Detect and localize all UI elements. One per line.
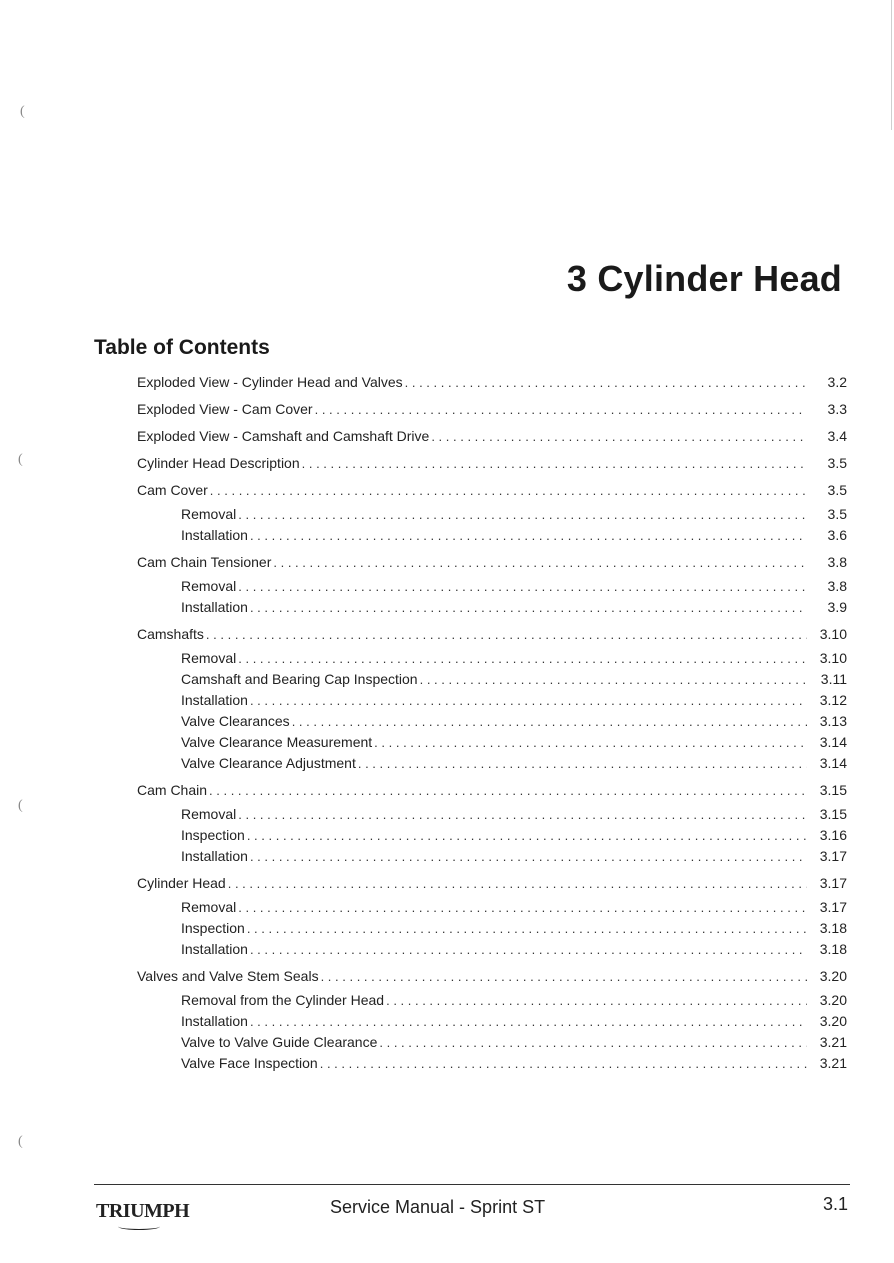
toc-subentry[interactable]: [181, 826, 847, 845]
toc-entry-label: Installation: [181, 1013, 248, 1029]
toc-entry-label: Inspection: [181, 827, 245, 843]
toc-subentry[interactable]: [181, 991, 847, 1010]
toc-heading: Table of Contents: [94, 336, 270, 359]
toc-entry-page: 3.18: [819, 941, 847, 957]
toc-entry-page: 3.6: [827, 527, 847, 543]
toc-entry-page: 3.5: [827, 455, 847, 471]
toc-subentry[interactable]: [181, 505, 847, 524]
toc-entry-label: Valve Clearance Measurement: [181, 734, 373, 750]
toc-entry-page: 3.10: [819, 650, 847, 666]
dot-leader: [302, 455, 807, 473]
toc-entry-page: 3.13: [819, 713, 847, 729]
toc-entry-page: 3.18: [819, 920, 847, 936]
toc-subentry[interactable]: [181, 940, 847, 959]
scan-mark: (: [20, 104, 25, 119]
toc-entry-label: Removal: [181, 650, 237, 666]
toc-subentry[interactable]: [181, 577, 847, 596]
scan-mark: (: [18, 798, 23, 813]
toc-subentry[interactable]: [181, 1033, 847, 1052]
toc-entry[interactable]: [137, 400, 847, 419]
toc-entry-page: 3.10: [819, 626, 847, 642]
scan-mark: (: [18, 1134, 23, 1149]
toc-entry-label: Exploded View - Camshaft and Camshaft Drive: [137, 428, 430, 444]
toc-entry-label: Inspection: [181, 920, 245, 936]
dot-leader: [250, 527, 807, 545]
toc-entry-label: Installation: [181, 527, 248, 543]
dot-leader: [292, 713, 807, 731]
toc-subentry[interactable]: [181, 598, 847, 617]
toc-entry-page: 3.5: [827, 482, 847, 498]
toc-entry[interactable]: [137, 373, 847, 392]
toc-entry-label: Removal: [181, 506, 237, 522]
toc-subentry[interactable]: [181, 670, 847, 689]
dot-leader: [250, 941, 807, 959]
dot-leader: [206, 626, 807, 644]
toc-entry-page: 3.21: [819, 1034, 847, 1050]
dot-leader: [315, 401, 807, 419]
toc-entry-label: Cam Cover: [137, 482, 208, 498]
dot-leader: [238, 899, 807, 917]
dot-leader: [379, 1034, 807, 1052]
toc-subentry[interactable]: [181, 805, 847, 824]
toc-entry-page: 3.8: [827, 578, 847, 594]
logo-swoosh: [118, 1223, 160, 1230]
dot-leader: [321, 968, 807, 986]
dot-leader: [228, 875, 807, 893]
toc-entry[interactable]: [137, 874, 847, 893]
dot-leader: [431, 428, 807, 446]
toc-subentry[interactable]: [181, 919, 847, 938]
toc-subentry[interactable]: [181, 1012, 847, 1031]
toc-entry[interactable]: [137, 553, 847, 572]
dot-leader: [405, 374, 807, 392]
toc-entry[interactable]: [137, 781, 847, 800]
toc-entry-page: 3.5: [827, 506, 847, 522]
dot-leader: [250, 1013, 807, 1031]
toc-entry-label: Cam Chain: [137, 782, 208, 798]
dot-leader: [420, 671, 807, 689]
dot-leader: [320, 1055, 807, 1073]
toc-subentry[interactable]: [181, 691, 847, 710]
toc-entry[interactable]: [137, 625, 847, 644]
dot-leader: [374, 734, 807, 752]
toc-entry-label: Cam Chain Tensioner: [137, 554, 272, 570]
toc-subentry[interactable]: [181, 712, 847, 731]
dot-leader: [210, 482, 807, 500]
toc-entry-label: Camshaft and Bearing Cap Inspection: [181, 671, 418, 687]
toc-entry-page: 3.14: [819, 755, 847, 771]
toc-entry[interactable]: [137, 427, 847, 446]
toc-subentry[interactable]: [181, 754, 847, 773]
toc-entry-page: 3.20: [819, 968, 847, 984]
footer-page-number: 3.1: [822, 1194, 848, 1214]
toc-entry-page: 3.16: [819, 827, 847, 843]
toc-entry-page: 3.8: [827, 554, 847, 570]
toc-entry-page: 3.20: [819, 1013, 847, 1029]
toc-entry-page: 3.11: [820, 671, 847, 687]
dot-leader: [358, 755, 807, 773]
toc-entry-label: Exploded View - Cam Cover: [137, 401, 313, 417]
toc-entry-page: 3.20: [819, 992, 847, 1008]
triumph-logo: TRIUMPH: [96, 1200, 190, 1222]
toc-entry-page: 3.17: [819, 848, 847, 864]
toc-entry-label: Camshafts: [137, 626, 204, 642]
toc-entry-label: Removal: [181, 806, 237, 822]
dot-leader: [209, 782, 807, 800]
page-edge-line: [891, 0, 892, 130]
dot-leader: [247, 920, 807, 938]
toc-entry-page: 3.3: [827, 401, 847, 417]
toc-entry-page: 3.12: [819, 692, 847, 708]
toc-subentry[interactable]: [181, 898, 847, 917]
toc-entry-label: Valve to Valve Guide Clearance: [181, 1034, 378, 1050]
dot-leader: [273, 554, 807, 572]
toc-entry[interactable]: [137, 481, 847, 500]
dot-leader: [250, 599, 807, 617]
toc-entry-label: Valve Clearance Adjustment: [181, 755, 356, 771]
toc-subentry[interactable]: [181, 526, 847, 545]
toc-entry-label: Installation: [181, 692, 248, 708]
toc-entry-page: 3.21: [819, 1055, 847, 1071]
dot-leader: [250, 848, 807, 866]
chapter-title: 3 Cylinder Head: [566, 258, 842, 299]
scan-mark: (: [18, 452, 23, 467]
toc-subentry[interactable]: [181, 847, 847, 866]
dot-leader: [238, 806, 807, 824]
footer-rule: [94, 1184, 850, 1185]
toc-entry-page: 3.4: [827, 428, 847, 444]
toc-entry-label: Exploded View - Cylinder Head and Valves: [137, 374, 403, 390]
toc-entry-label: Cylinder Head Description: [137, 455, 300, 471]
toc-entry-page: 3.17: [819, 899, 847, 915]
toc-subentry[interactable]: [181, 1054, 847, 1073]
dot-leader: [238, 650, 807, 668]
toc-entry-label: Installation: [181, 599, 248, 615]
toc-entry-label: Removal: [181, 899, 237, 915]
toc-entry-label: Installation: [181, 848, 248, 864]
dot-leader: [238, 506, 807, 524]
toc-entry-page: 3.17: [819, 875, 847, 891]
toc-entry-label: Valve Clearances: [181, 713, 290, 729]
toc-entry-page: 3.15: [819, 782, 847, 798]
toc-entry-page: 3.9: [827, 599, 847, 615]
toc-entry[interactable]: [137, 967, 847, 986]
toc-entry-label: Cylinder Head: [137, 875, 226, 891]
dot-leader: [250, 692, 807, 710]
toc-entry[interactable]: [137, 454, 847, 473]
dot-leader: [386, 992, 807, 1010]
dot-leader: [247, 827, 807, 845]
toc-entry-label: Valve Face Inspection: [181, 1055, 318, 1071]
toc-entry-page: 3.15: [819, 806, 847, 822]
toc-entry-label: Installation: [181, 941, 248, 957]
toc-entry-label: Valves and Valve Stem Seals: [137, 968, 319, 984]
toc-entry-label: Removal: [181, 578, 237, 594]
toc-subentry[interactable]: [181, 733, 847, 752]
footer-manual-title: Service Manual - Sprint ST: [330, 1197, 546, 1217]
toc-entry-page: 3.2: [827, 374, 847, 390]
toc-entry-label: Removal from the Cylinder Head: [181, 992, 385, 1008]
dot-leader: [238, 578, 807, 596]
toc-subentry[interactable]: [181, 649, 847, 668]
toc-entry-page: 3.14: [819, 734, 847, 750]
